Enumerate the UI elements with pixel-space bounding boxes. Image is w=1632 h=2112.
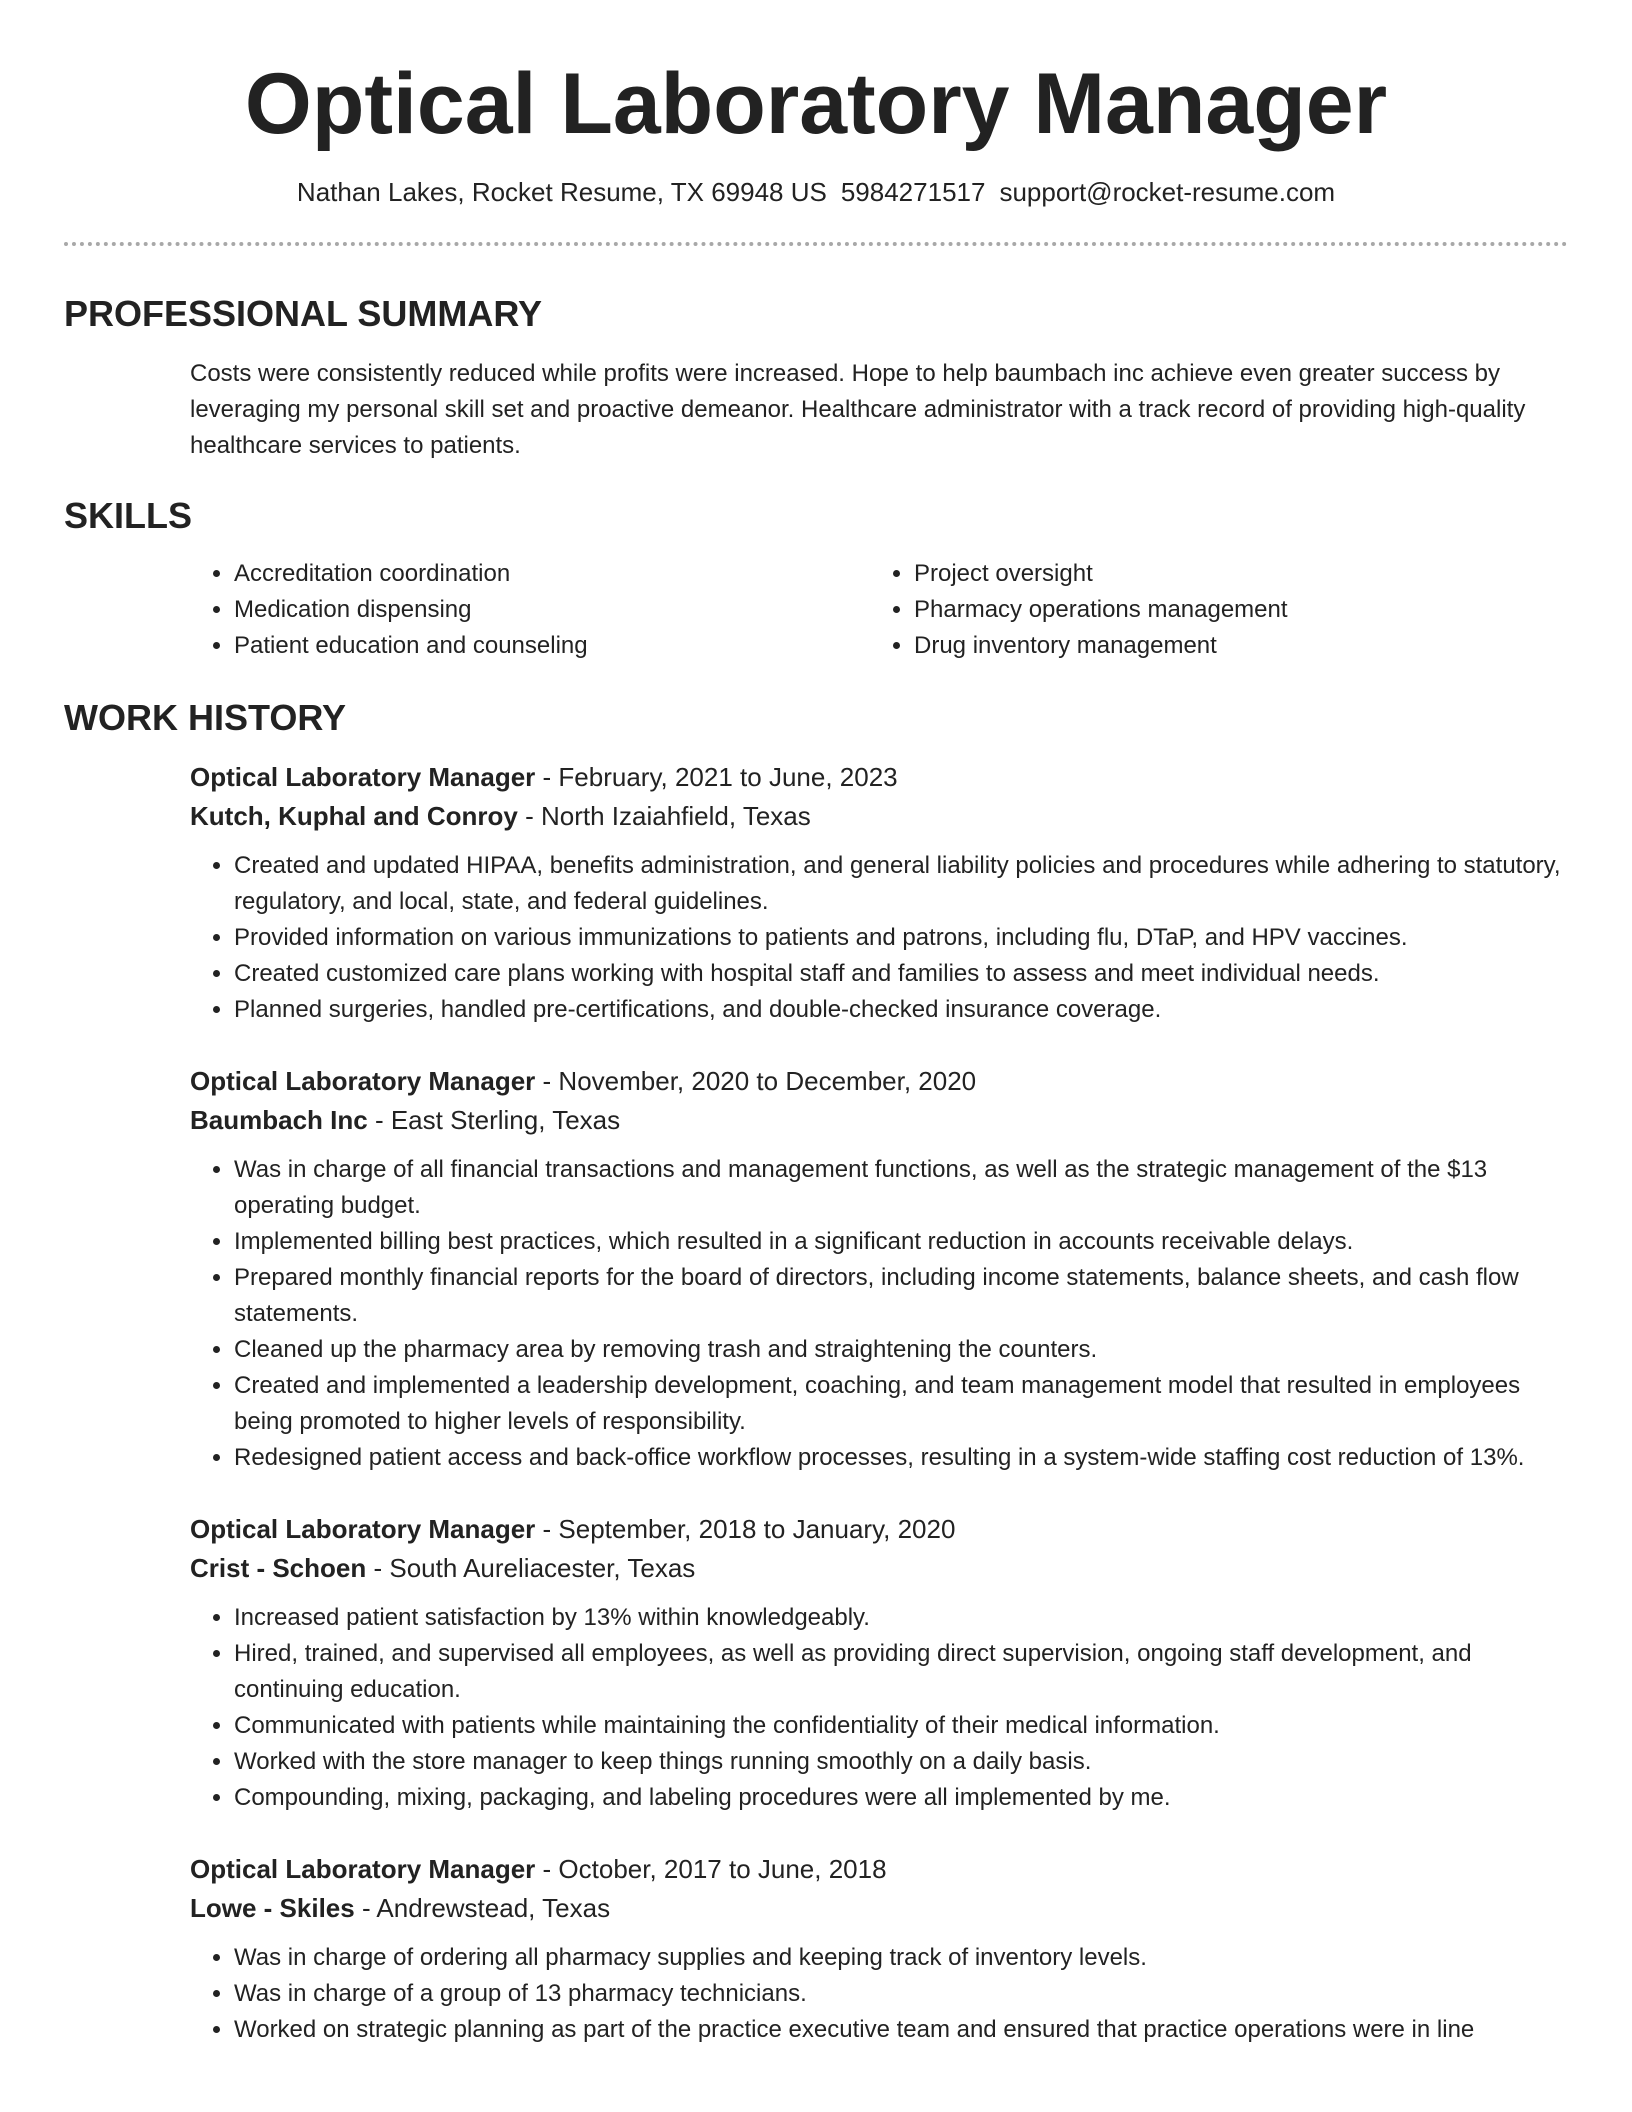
work-history-section [64, 694, 1568, 2048]
job-bullet: • Created customized care plans working with hospital staff and families to assess and meet individual needs. [234, 956, 1568, 992]
skill-item: • Accreditation coordination [234, 556, 870, 592]
job-bullets [190, 1940, 1568, 2048]
job-bullets [190, 848, 1568, 1028]
job-bullet: • Increased patient satisfaction by 13% within knowledgeably. [234, 1600, 1568, 1636]
header-divider [64, 242, 1568, 246]
job-title: Optical Laboratory Manager [190, 1066, 536, 1096]
job-title: Optical Laboratory Manager [190, 1514, 536, 1544]
job-bullet: • Implemented billing best practices, which resulted in a significant reduction in accounts receivable delays. [234, 1224, 1568, 1260]
skills-section [64, 492, 1568, 664]
skill-item: • Pharmacy operations management [914, 592, 1550, 628]
job-company-line [190, 1549, 1568, 1588]
job-bullet: • Compounding, mixing, packaging, and labeling procedures were all implemented by me. [234, 1780, 1568, 1816]
skill-item: • Drug inventory management [914, 628, 1550, 664]
skill-item: • Patient education and counseling [234, 628, 870, 664]
resume-header [64, 0, 1568, 210]
skills-grid [64, 556, 1568, 664]
resume-title: Optical Laboratory Manager [244, 56, 1388, 152]
job-title-line [190, 758, 1568, 797]
job-bullet: • Prepared monthly financial reports for the board of directors, including income statements, balance sheets, and cash flow statements. [234, 1260, 1568, 1332]
job-dates: - October, 2017 to June, 2018 [535, 1854, 887, 1884]
job-bullets [190, 1152, 1568, 1476]
job-bullet: • Planned surgeries, handled pre-certifications, and double-checked insurance coverage. [234, 992, 1568, 1028]
job-bullet: • Redesigned patient access and back-office workflow processes, resulting in a system-wide staffing cost reduction of 13%. [234, 1440, 1568, 1476]
job-bullet: • Worked with the store manager to keep things running smoothly on a daily basis. [234, 1744, 1568, 1780]
contact-address: Nathan Lakes, Rocket Resume, TX 69948 US [296, 177, 827, 207]
job-entry [64, 1062, 1568, 1476]
job-dates: - February, 2021 to June, 2023 [535, 762, 898, 792]
job-title: Optical Laboratory Manager [190, 1854, 536, 1884]
skills-list-left [190, 556, 870, 664]
job-bullet: • Was in charge of ordering all pharmacy supplies and keeping track of inventory levels. [234, 1940, 1568, 1976]
contact-email: support@rocket-resume.com [999, 177, 1336, 207]
summary-text: Costs were consistently reduced while profits were increased. Hope to help baumbach inc achieve even greater success by leveraging my personal skill set and proactive demeanor. Healthcare administrator with a track record of providing high-quality healthcare services to patients. [190, 360, 1526, 459]
section-heading-summary: PROFESSIONAL SUMMARY [64, 293, 543, 334]
job-entry [64, 758, 1568, 1028]
job-company: Lowe - Skiles [190, 1893, 355, 1923]
job-bullet: • Communicated with patients while maintaining the confidentiality of their medical information. [234, 1708, 1568, 1744]
job-location: - North Izaiahfield, Texas [517, 801, 811, 831]
job-company: Baumbach Inc [190, 1105, 368, 1135]
job-bullet: • Created and updated HIPAA, benefits administration, and general liability policies and procedures while adhering to statutory, regulatory, and local, state, and federal guidelines. [234, 848, 1568, 920]
job-title-line [190, 1850, 1568, 1889]
job-dates: - September, 2018 to January, 2020 [535, 1514, 956, 1544]
skill-item: • Medication dispensing [234, 592, 870, 628]
job-company-line [190, 1101, 1568, 1140]
job-entry [64, 1850, 1568, 2048]
job-entry [64, 1510, 1568, 1816]
job-company-line [190, 1889, 1568, 1928]
job-bullet: • Was in charge of all financial transactions and management functions, as well as the strategic management of the $13 operating budget. [234, 1152, 1568, 1224]
job-title: Optical Laboratory Manager [190, 762, 536, 792]
job-location: - Andrewstead, Texas [354, 1893, 611, 1923]
contact-phone: 5984271517 [840, 177, 986, 207]
job-location: - East Sterling, Texas [367, 1105, 621, 1135]
job-bullets [190, 1600, 1568, 1816]
contact-line [64, 174, 1568, 210]
professional-summary-section [64, 290, 1568, 464]
job-title-line [190, 1062, 1568, 1101]
job-location: - South Aureliacester, Texas [366, 1553, 696, 1583]
job-company: Kutch, Kuphal and Conroy [190, 801, 518, 831]
job-bullet: • Created and implemented a leadership development, coaching, and team management model that resulted in employees being promoted to higher levels of responsibility. [234, 1368, 1568, 1440]
job-title-line [190, 1510, 1568, 1549]
job-bullet: • Worked on strategic planning as part of the practice executive team and ensured that practice operations were in line [234, 2012, 1568, 2048]
job-bullet: • Cleaned up the pharmacy area by removing trash and straightening the counters. [234, 1332, 1568, 1368]
job-bullet: • Hired, trained, and supervised all employees, as well as providing direct supervision, ongoing staff development, and continuing education. [234, 1636, 1568, 1708]
section-heading-skills: SKILLS [64, 495, 193, 536]
job-company: Crist - Schoen [190, 1553, 367, 1583]
skills-list-right [870, 556, 1550, 664]
job-company-line [190, 797, 1568, 836]
section-heading-work: WORK HISTORY [64, 697, 347, 738]
job-dates: - November, 2020 to December, 2020 [535, 1066, 977, 1096]
skill-item: • Project oversight [914, 556, 1550, 592]
job-bullet: • Was in charge of a group of 13 pharmacy technicians. [234, 1976, 1568, 2012]
job-bullet: • Provided information on various immunizations to patients and patrons, including flu, DTaP, and HPV vaccines. [234, 920, 1568, 956]
